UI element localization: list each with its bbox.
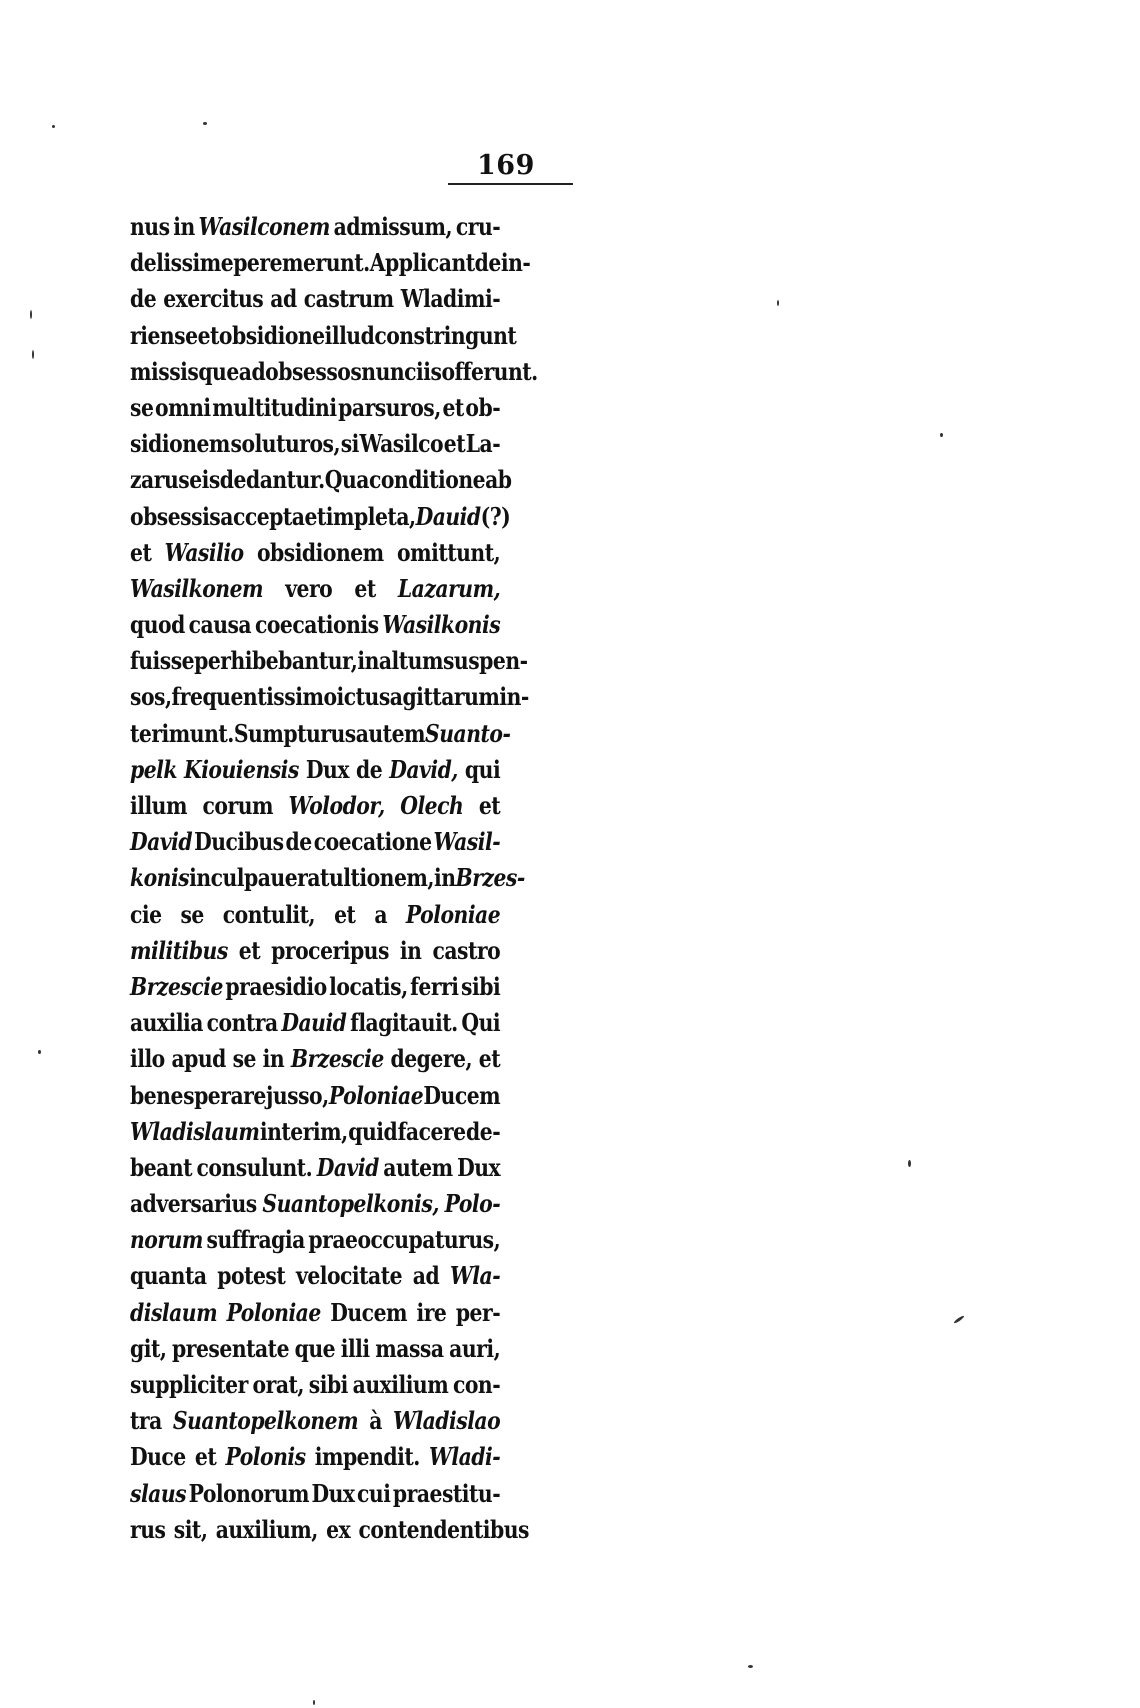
word: sidionem <box>130 429 230 459</box>
text-line <box>130 501 511 538</box>
text-line <box>130 284 500 320</box>
word: presentate <box>172 1333 290 1363</box>
word: git, <box>130 1333 167 1363</box>
word: si <box>340 429 359 459</box>
word: rus <box>130 1514 166 1544</box>
italic-word: Dauid <box>281 1008 347 1038</box>
word: sit, <box>173 1514 208 1544</box>
italic-word: Poloniae <box>328 1080 424 1110</box>
word: praeoccupaturus, <box>308 1225 501 1255</box>
word: et <box>130 537 152 567</box>
word: ire <box>416 1297 447 1327</box>
word: ictu <box>336 682 379 712</box>
word: missisque <box>130 356 239 386</box>
word: autem <box>383 1152 453 1182</box>
word: auri, <box>449 1333 501 1363</box>
scan-speck <box>953 1315 965 1324</box>
word: suffragia <box>206 1225 305 1255</box>
word: et <box>194 1442 217 1472</box>
word: Qui <box>461 1008 501 1038</box>
word: auxilia <box>130 1008 203 1038</box>
word: delissime <box>130 248 234 278</box>
italic-word: David <box>130 827 193 857</box>
word: potest <box>217 1261 286 1291</box>
italic-word: Suantopelkonis, <box>262 1189 439 1219</box>
word: suppliciter <box>130 1370 248 1399</box>
word: in- <box>499 682 529 712</box>
word: in <box>357 646 379 676</box>
italic-word: Brzes- <box>455 863 525 893</box>
word: se <box>130 392 154 422</box>
word: cru- <box>455 212 501 241</box>
word: conditione <box>368 465 486 495</box>
italic-word: Polonis <box>225 1442 306 1472</box>
word: et <box>304 501 326 531</box>
word: degere, <box>390 1044 473 1074</box>
text-line <box>130 212 500 248</box>
text-line <box>130 1189 500 1225</box>
word: cie <box>130 899 162 929</box>
word: Ducibus <box>194 827 284 857</box>
word: sos, <box>130 682 172 712</box>
text-line <box>130 574 500 610</box>
italic-word: Wladi- <box>429 1442 501 1472</box>
scan-speck <box>940 433 943 437</box>
page-number: 169 <box>477 150 535 181</box>
word: nunciis <box>361 356 442 386</box>
word: flagitauit. <box>350 1008 458 1038</box>
word: con- <box>452 1370 501 1399</box>
word: auxilium, <box>215 1514 318 1544</box>
italic-word: Polo- <box>444 1189 501 1219</box>
word: sibi <box>461 971 501 1001</box>
scan-speck <box>313 1700 315 1705</box>
italic-word: Wasilkonem <box>130 573 264 603</box>
word: à <box>369 1406 382 1436</box>
scan-speck <box>748 1665 753 1668</box>
word: obsidionem <box>256 537 384 567</box>
word: proceripus <box>271 935 389 965</box>
word: et <box>354 573 376 603</box>
word: illum <box>130 791 187 820</box>
italic-word: Wasilio <box>164 537 244 567</box>
text-line <box>130 972 500 1008</box>
word: soluturos, <box>230 429 341 459</box>
word: fuisse <box>130 646 195 676</box>
word: coecationis <box>254 610 379 640</box>
word: offerunt. <box>441 356 538 386</box>
word: sperare <box>183 1080 266 1110</box>
word: auxilium <box>352 1370 449 1399</box>
word: illi <box>340 1333 370 1363</box>
word: perhibebantur, <box>194 646 358 676</box>
word: Sumpturus <box>233 718 356 748</box>
word: et <box>442 392 464 422</box>
word: zarus <box>130 465 190 495</box>
word: praesidio <box>225 971 327 1001</box>
word: et <box>443 429 466 459</box>
word: cui <box>357 1478 391 1508</box>
body-text <box>130 212 538 1551</box>
word: et <box>478 1044 501 1074</box>
word: exercitus <box>163 284 264 314</box>
text-line <box>130 465 512 501</box>
text-line <box>130 1153 500 1189</box>
word: Wasilco <box>359 429 444 459</box>
scan-speck <box>32 350 34 359</box>
word: obsessos <box>265 356 362 386</box>
text-line <box>130 1044 500 1080</box>
word: impleta, <box>325 501 416 531</box>
text-line <box>130 1514 529 1551</box>
word: locatis, <box>329 971 408 1001</box>
word: de <box>285 827 312 857</box>
word: constringunt <box>374 320 517 350</box>
text-line <box>130 755 500 791</box>
word: admissum, <box>333 212 453 241</box>
word: Polonorum <box>188 1478 310 1508</box>
text-line <box>130 1334 500 1370</box>
word: suspen- <box>442 646 528 676</box>
text-line <box>130 646 528 682</box>
word: terimunt. <box>130 718 234 748</box>
scan-speck <box>777 300 779 306</box>
word: illo <box>130 1044 165 1074</box>
word: velocitate <box>296 1261 403 1291</box>
word: contra <box>206 1008 278 1038</box>
word: quid <box>348 1116 398 1146</box>
word: se <box>180 899 204 929</box>
italic-word: Suanto- <box>425 718 511 748</box>
italic-word: Wla- <box>449 1261 501 1291</box>
word: bene <box>130 1080 183 1110</box>
scan-speck <box>38 1050 41 1054</box>
text-line <box>130 1225 500 1261</box>
scan-speck <box>30 310 32 319</box>
word: obsessis <box>130 501 221 531</box>
text-line <box>130 718 511 755</box>
word: apud <box>171 1044 226 1074</box>
word: illud <box>324 320 375 350</box>
scan-speck <box>908 1160 911 1167</box>
text-line <box>130 1117 500 1153</box>
word: Ducem <box>423 1080 501 1110</box>
word: et <box>334 899 356 929</box>
text-line <box>130 393 500 429</box>
word: se <box>232 1044 256 1074</box>
text-line <box>130 827 500 863</box>
word: ultionem, <box>328 863 434 893</box>
word: ex <box>326 1514 351 1544</box>
word: in <box>262 1044 285 1074</box>
word: Dux <box>311 1478 355 1508</box>
italic-word: Wasilconem <box>198 212 330 241</box>
text-line <box>130 1008 500 1044</box>
word: frequentissimo <box>171 682 337 712</box>
word: et <box>238 935 261 965</box>
word: multitudini <box>212 392 337 422</box>
text-line <box>130 538 500 574</box>
italic-word: norum <box>130 1225 203 1255</box>
word: omittunt, <box>397 537 501 567</box>
italic-word: militibus <box>130 935 228 965</box>
word: omni <box>155 392 211 422</box>
word: et <box>478 791 501 820</box>
text-line <box>130 936 500 972</box>
word: qui <box>464 754 501 784</box>
text-line <box>130 320 517 357</box>
italic-word: David, <box>389 754 458 784</box>
italic-word: David <box>316 1152 379 1182</box>
text-line <box>130 863 525 899</box>
word: de- <box>466 1116 501 1146</box>
text-line <box>130 1479 500 1515</box>
italic-word: Brzescie <box>290 1044 384 1074</box>
word: in <box>433 863 456 893</box>
italic-word: Olech <box>400 791 464 820</box>
word: Applicant <box>369 248 475 278</box>
italic-word: Wolodor, <box>288 791 385 820</box>
word: Qua <box>324 465 369 495</box>
word: (?) <box>480 501 511 531</box>
text-line <box>130 1442 500 1478</box>
word: sagittarum <box>378 682 500 712</box>
italic-word: Dauid <box>415 501 481 531</box>
word: consulunt. <box>196 1152 313 1182</box>
word: Dux <box>457 1152 501 1182</box>
text-line <box>130 1406 500 1442</box>
word: riense <box>130 320 198 350</box>
text-line <box>130 1081 500 1117</box>
word: impendit. <box>314 1442 420 1472</box>
text-line <box>130 429 500 465</box>
word: Duce <box>130 1442 186 1472</box>
word: ad <box>412 1261 440 1291</box>
text-line <box>130 356 538 393</box>
word: contulit, <box>222 899 316 929</box>
word: massa <box>375 1333 444 1363</box>
italic-word: dislaum <box>130 1297 218 1327</box>
word: castro <box>432 935 501 965</box>
word: quod <box>130 610 185 640</box>
word: eis <box>189 465 220 495</box>
word: in <box>173 212 195 241</box>
word: et <box>197 320 219 350</box>
text-line <box>130 248 531 284</box>
word: contendentibus <box>358 1514 529 1544</box>
scan-speck <box>52 125 55 128</box>
word: interim, <box>259 1116 348 1146</box>
header-rule <box>448 183 573 185</box>
italic-word: konis <box>130 863 190 893</box>
word: a <box>374 899 388 929</box>
word: jusso, <box>266 1080 329 1110</box>
word: per- <box>455 1297 501 1327</box>
word: tra <box>130 1406 162 1436</box>
word: sibi <box>308 1370 348 1399</box>
word: orat, <box>252 1370 305 1399</box>
word: peremerunt. <box>233 248 370 278</box>
word: ad <box>238 356 266 386</box>
word: vero <box>285 573 333 603</box>
word: accepta <box>220 501 305 531</box>
word: in <box>399 935 422 965</box>
italic-word: Poloniae <box>405 899 501 929</box>
word: causa <box>188 610 252 640</box>
word: quanta <box>130 1261 207 1291</box>
italic-word: Kiouiensis <box>184 754 299 784</box>
word: autem <box>355 718 426 748</box>
word: facere <box>397 1116 466 1146</box>
text-line <box>130 682 529 718</box>
word: coecatione <box>313 827 432 857</box>
word: praestitu- <box>392 1478 501 1508</box>
word: inculpauerat <box>189 863 329 893</box>
italic-word: pelk <box>130 754 177 784</box>
italic-word: Wladislao <box>393 1406 501 1436</box>
word: ferri <box>410 971 459 1001</box>
word: altum <box>378 646 443 676</box>
italic-word: Wasilkonis <box>382 610 501 640</box>
word: adversarius <box>130 1189 257 1219</box>
scan-speck <box>203 122 207 125</box>
text-line <box>130 1261 500 1297</box>
italic-word: slaus <box>130 1478 187 1508</box>
word: dedantur. <box>219 465 325 495</box>
italic-word: Lazarum, <box>397 573 501 603</box>
word: de <box>130 284 157 314</box>
word: ob- <box>465 392 501 422</box>
word: La- <box>465 429 501 459</box>
word: ab <box>485 465 512 495</box>
word: Ducem <box>330 1297 408 1327</box>
italic-word: Wladislaum <box>130 1116 260 1146</box>
text-line <box>130 1298 500 1334</box>
word: obsidione <box>218 320 325 350</box>
word: beant <box>130 1152 193 1182</box>
word: dein- <box>474 248 531 278</box>
word: ad <box>270 284 297 314</box>
text-line <box>130 610 500 646</box>
word: parsuros, <box>338 392 441 422</box>
text-line <box>130 791 500 827</box>
word: de <box>356 754 383 784</box>
italic-word: Suantopelkonem <box>172 1406 359 1436</box>
italic-word: Poloniae <box>226 1297 321 1327</box>
word: que <box>294 1333 336 1363</box>
word: castrum <box>303 284 394 314</box>
italic-word: Brzescie <box>130 971 223 1001</box>
text-line <box>130 1370 500 1406</box>
word: nus <box>130 212 170 241</box>
italic-word: Wasil- <box>433 827 501 857</box>
word: corum <box>202 791 274 820</box>
text-line <box>130 900 500 936</box>
word: Dux <box>305 754 349 784</box>
word: Wladimi- <box>400 284 501 314</box>
